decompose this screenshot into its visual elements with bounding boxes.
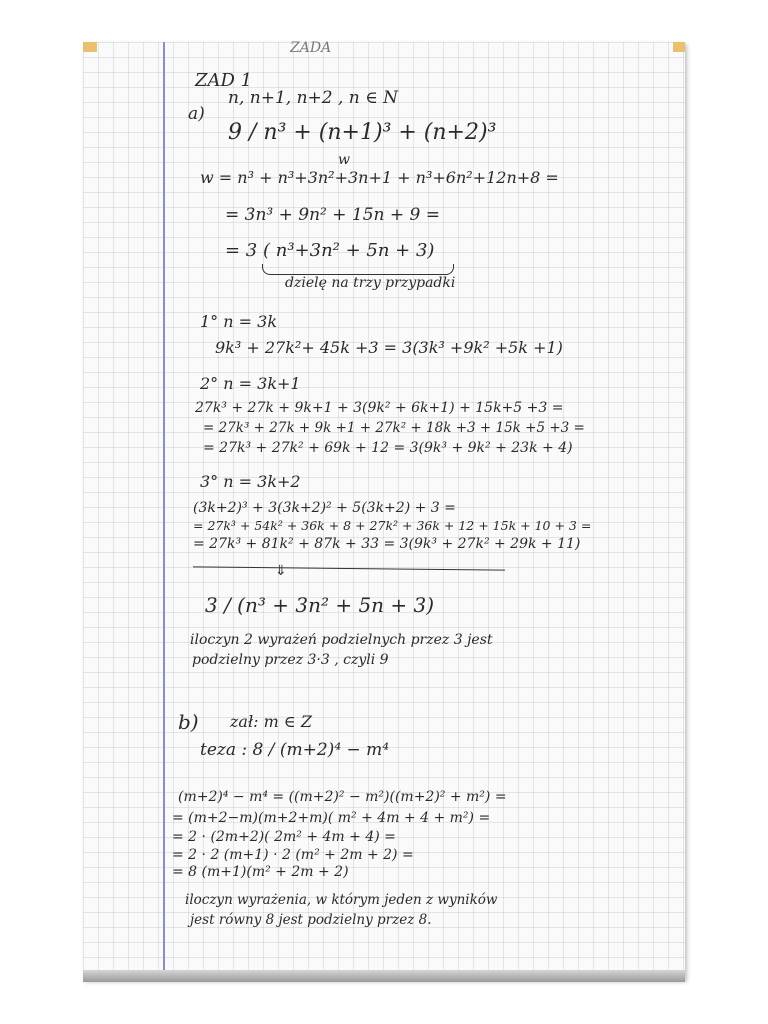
- part-b-label: b): [178, 710, 199, 734]
- equation-line: 9k³ + 27k²+ 45k +3 = 3(3k³ +9k² +5k +1): [215, 338, 563, 357]
- thesis: teza : 8 / (m+2)⁴ − m⁴: [200, 740, 390, 760]
- underbrace: [262, 264, 454, 275]
- page-corner-right: [673, 42, 685, 52]
- equation-line: = 27k³ + 27k + 9k +1 + 27k² + 18k +3 + 15k +5 +3 =: [203, 420, 585, 436]
- equation-line: 27k³ + 27k + 9k+1 + 3(9k² + 6k+1) + 15k+5 +3 =: [195, 400, 564, 416]
- page-corner-left: [83, 42, 97, 52]
- divisibility-claim: 9 / n³ + (n+1)³ + (n+2)³: [228, 120, 497, 145]
- case-heading: 3° n = 3k+2: [200, 472, 301, 491]
- equation-line: = 2 · 2 (m+1) · 2 (m² + 2m + 2) =: [172, 847, 414, 863]
- equation-line: = 27k³ + 81k² + 87k + 33 = 3(9k³ + 27k² + 29k + 11): [193, 536, 581, 552]
- equation-line: w = n³ + n³+3n²+3n+1 + n³+6n²+12n+8 =: [200, 168, 559, 187]
- note-a-line: podzielny przez 3·3 , czyli 9: [192, 652, 389, 668]
- equation-line: = 27k³ + 27k² + 69k + 12 = 3(9k³ + 9k² + 23k + 4): [203, 440, 573, 456]
- equation-line: = 8 (m+1)(m² + 2m + 2): [172, 864, 349, 880]
- part-a-statement: n, n+1, n+2 , n ∈ N: [228, 88, 399, 108]
- cut-header-text: ZADA: [290, 40, 332, 56]
- part-a-label: a): [188, 104, 205, 124]
- conclusion-a: 3 / (n³ + 3n² + 5n + 3): [205, 593, 435, 617]
- w-label: w: [338, 152, 350, 168]
- note-b-line: iloczyn wyrażenia, w którym jeden z wyników: [185, 892, 498, 908]
- page-bottom-edge: [83, 970, 685, 982]
- equation-line: = 2 · (2m+2)( 2m² + 4m + 4) =: [172, 829, 396, 845]
- page-title: ZAD 1: [195, 70, 253, 91]
- case-heading: 1° n = 3k: [200, 312, 278, 331]
- equation-line: = 27k³ + 54k² + 36k + 8 + 27k² + 36k + 12 + 15k + 10 + 3 =: [193, 518, 592, 533]
- assumption: zał: m ∈ Z: [230, 712, 312, 731]
- implies-arrow-icon: ⇓: [275, 563, 287, 579]
- note-b-line: jest równy 8 jest podzielny przez 8.: [190, 912, 432, 928]
- equation-line: (3k+2)³ + 3(3k+2)² + 5(3k+2) + 3 =: [193, 500, 456, 516]
- margin-line: [163, 42, 165, 970]
- equation-line: = 3 ( n³+3n² + 5n + 3): [225, 240, 435, 261]
- case-heading: 2° n = 3k+1: [200, 374, 301, 393]
- equation-line: (m+2)⁴ − m⁴ = ((m+2)² − m²)((m+2)² + m²) =: [178, 789, 507, 805]
- note-a-line: iloczyn 2 wyrażeń podzielnych przez 3 jest: [190, 632, 493, 648]
- equation-line: = 3n³ + 9n² + 15n + 9 =: [225, 205, 441, 225]
- equation-line: = (m+2−m)(m+2+m)( m² + 4m + 4 + m²) =: [172, 810, 491, 826]
- case-note: dzielę na trzy przypadki: [285, 275, 456, 291]
